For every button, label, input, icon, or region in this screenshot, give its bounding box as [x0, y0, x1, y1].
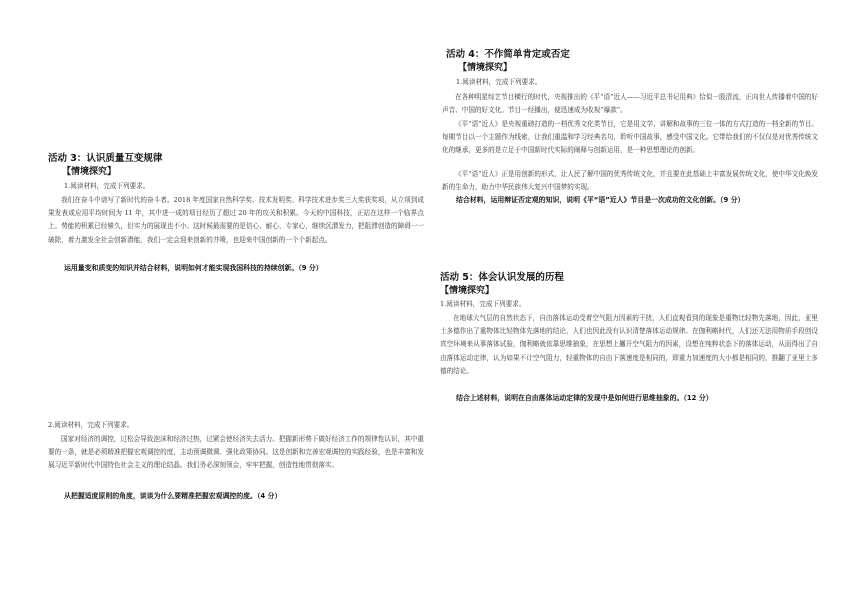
activity-3-title: 活动 3：认识质量互变规律 — [48, 153, 163, 164]
question-2-intro: 2.阅读材料，完成下列要求。 — [48, 421, 134, 429]
activity-5-intro: 1.阅读材料，完成下列要求。 — [440, 300, 526, 308]
activity-4-title: 活动 4：不作简单肯定或否定 — [446, 49, 570, 60]
activity-5-question: 结合上述材料，说明在自由落体运动定律的发现中是如何进行思维抽象的。（12 分） — [456, 394, 713, 402]
activity-3-intro: 1.阅读材料，完成下列要求。 — [64, 182, 150, 190]
activity-5-title: 活动 5：体会认识发展的历程 — [440, 272, 564, 283]
activity-4-question: 结合材料，运用辩证否定观的知识，说明《平“语”近人》节目是一次成功的文化创新。（9 分） — [456, 196, 745, 204]
activity-4-scene-heading: 【情境探究】 — [458, 63, 513, 73]
activity-3-scene-heading: 【情境探究】 — [62, 167, 117, 177]
activity-4-intro: 1.阅读材料，完成下列要求。 — [456, 78, 542, 86]
activity-5-scene-heading: 【情境探究】 — [440, 286, 495, 296]
activity-4-material-3: 《平“语”近人》正是用创新的形式，让人民了解中国的优秀传统文化，并且要在此基础上丰富发展传统文化，使中华文化焕发新的生命力，助力中华民族伟大复兴中国梦的实现。 — [442, 170, 818, 192]
question-2-question: 从把握适度原则的角度，谈谈为什么要精准把握宏观调控的度。（4 分） — [64, 492, 282, 500]
activity-3-question: 运用量变和质变的知识并结合材料，说明如何才能实现我国科技的持续创新。（9 分） — [64, 264, 323, 272]
activity-4-material-2: 《平“语”近人》是央视重磅打造的一档优秀文化类节目，它是用文学、讲解和故事的三位一体的方式打造的一档全新的节目。每期节目以一个主题作为线索，让我们重温和学习经典名句，聆听中国故事，感受中国文化。它带给我们的不仅仅是对优秀传统文化的继承，更多的是立足于中国新时代实际的阐释与创新运用，是一种思想理论的创新。 — [442, 120, 818, 155]
activity-4-material-1: 在各种明星综艺节目横行的时代，央视推出的《平“语”近人——习近平总书记用典》恰似一股清流，正向世人传播着中国的好声音、中国的好文化。节目一经播出，便迅速成为收视“爆款”。 — [442, 93, 818, 115]
activity-3-material: 我们在奋斗中谱写了新时代的奋斗者。2018 年度国家自然科学奖、技术发明奖、科学技术进步奖三大奖获奖项，从立项到成果发表或应用平均时间为 11 年，其中进一成的项目经历了超过 20 年的攻关和积累。今天的中国科技，正站在这样一个临界点上。势能的积累已经够久，但实力的展现也不小。这时候最需要的是信心、耐心、专家心，继续沉潜发力，把阻滞创造的障碍一一破除，着力激发全社会创新潜能，我们一定会迎来创新的井喷，也迎来中国创新的一个个新起点。 — [48, 196, 424, 244]
question-2-material: 国家对经济的调控，过松会导致泡沫和经济过热，过紧会使经济失去活力。把握新形势下做好经济工作的规律性认识，其中重要的一条，就是必须精准把握宏观调控的度，主动预调微调、强化政策协同。这是创新和完善宏观调控的实践经验，也是丰富和发展习近平新时代中国特色社会主义的理论结晶。我们务必深刻领会，牢牢把握，创造性地贯彻落实。 — [48, 435, 424, 470]
activity-5-material: 在地球大气层的自然状态下，自由落体运动受着空气阻力因素的干扰，人们直观看到的现象是重物比轻物先落地，因此，亚里士多德作出了重物体比轻物体先落地的结论，人们也因此没有认识清楚落体运动规律。在伽利略时代，人们还无法用物质手段创设真空环境来从事落体试验，伽利略就依靠思维抽象，在思想上撇开空气阻力的因素，设想在纯粹状态下的落体运动，从而得出了自由落体运动定律，认为如果不计空气阻力，轻重物体的自由下落速度是相同的，即重力加速度的大小都是相同的，推翻了亚里士多德的结论。 — [440, 314, 818, 375]
